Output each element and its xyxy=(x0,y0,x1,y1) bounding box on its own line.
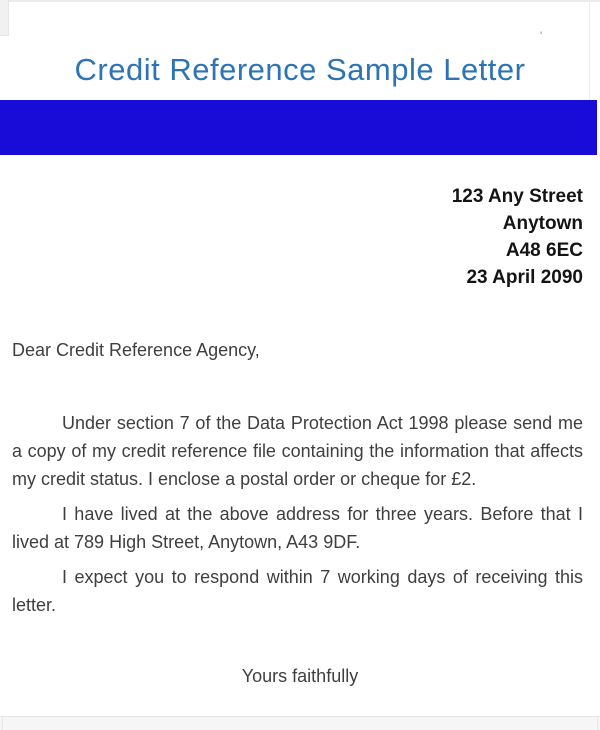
address-line: Anytown xyxy=(502,213,583,234)
body-paragraph: I expect you to respond within 7 working days of receiving this letter. xyxy=(12,567,583,615)
page-corner-artifact xyxy=(0,0,9,36)
page-edge-bottom-right-line xyxy=(597,716,598,730)
page-title: Credit Reference Sample Letter xyxy=(74,52,526,87)
closing: Yours faithfully xyxy=(241,666,359,686)
sender-address-block xyxy=(0,183,583,291)
address-line-date: 23 April 2090 xyxy=(466,267,583,288)
letter-body xyxy=(12,409,583,626)
salutation: Dear Credit Reference Agency, xyxy=(12,340,260,360)
body-paragraph: Under section 7 of the Data Protection Act 1998 please send me a copy of my credit reference file containing the information that affects my credit status. I enclose a postal order or cheque for £2. xyxy=(12,413,583,489)
page-edge-bottom-strip xyxy=(0,716,600,730)
address-line: A48 6EC xyxy=(505,240,583,261)
address-line: 123 Any Street xyxy=(451,186,583,207)
page-edge-top-line xyxy=(0,0,600,2)
stray-mark: ' xyxy=(540,29,543,43)
body-paragraph: I have lived at the above address for three years. Before that I lived at 789 High Street, Anytown, A43 9DF. xyxy=(12,504,583,552)
title-divider-band xyxy=(0,100,597,155)
page-edge-bottom-left-line xyxy=(2,716,3,730)
